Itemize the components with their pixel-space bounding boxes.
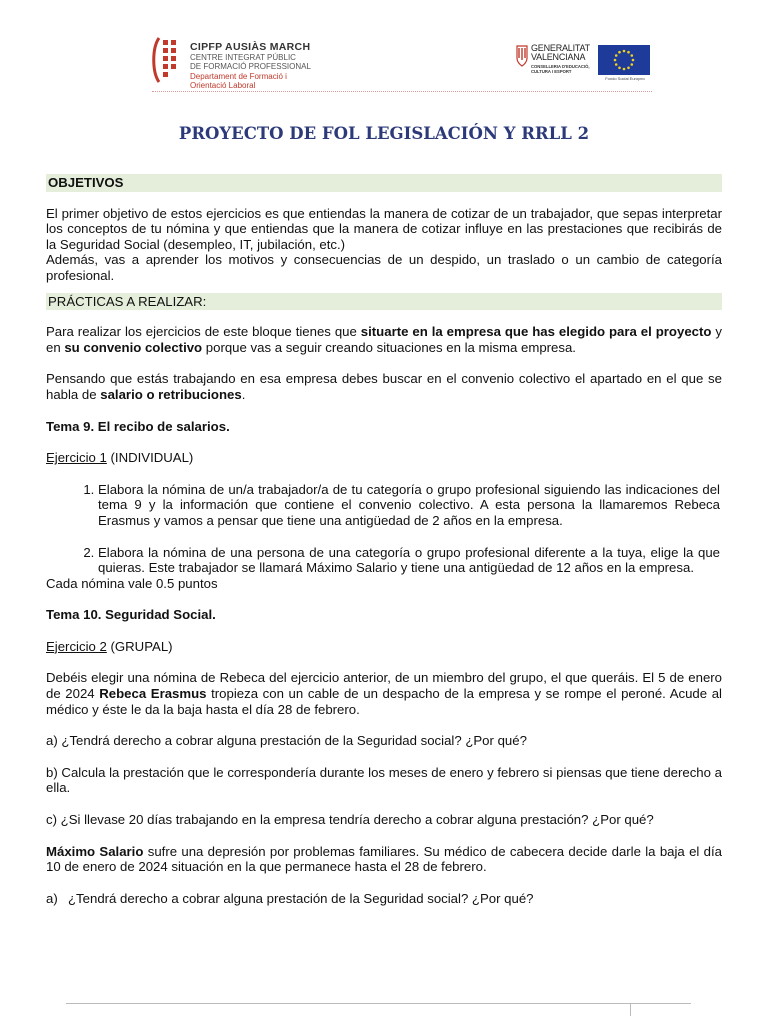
question-2a <box>46 891 722 907</box>
cipfp-line: DE FORMACIÓ PROFESSIONAL <box>190 62 311 71</box>
footer-divider <box>66 1003 630 1004</box>
tema10-paragraph <box>46 670 722 717</box>
question-label: a) <box>46 890 58 906</box>
text-run: tropieza con un cable de un despacho de la empresa y se rompe el peroné. Acude al médico y éste le da la baja hasta el día 28 de febrero. <box>46 686 722 717</box>
text-run: porque vas a seguir creando situaciones en la misma empresa. <box>202 339 576 355</box>
tema9-heading <box>46 419 722 435</box>
text-run-bold: Rebeca Erasmus <box>99 686 207 702</box>
text-run: (GRUPAL) <box>106 638 173 654</box>
text-run: y en <box>46 324 722 355</box>
text-run: (INDIVIDUAL) <box>106 450 194 466</box>
heading-text: Tema 10. Seguridad Social. <box>46 607 216 623</box>
cipfp-name: CIPFP AUSIÀS MARCH <box>190 41 311 53</box>
list-item: 2. Elabora la nómina de una persona de una categoría o grupo profesional diferente a la tuya, elige la que quieras. Este trabajador se llamará Máximo Salario y tiene una antigüedad de 12 años en la empresa. <box>98 545 722 576</box>
text-run: . <box>241 386 246 402</box>
list-item: 1. Elabora la nómina de un/a trabajador/a de tu categoría o grupo profesional siguiendo las indicaciones del tema 9 y la información que contiene el convenio colectivo. A esta persona la llamaremos Rebeca Erasmus y vamos a pensar que tiene una antigüedad de 2 años en la empresa. <box>98 482 722 529</box>
eu-logo <box>598 45 652 89</box>
footer-corner <box>630 1003 691 1016</box>
text-run: sufre una depresión por problemas familiares. Su médico de cabecera decide darle la baja el día 10 de enero de 2024 situación en la que permanece hasta el 28 de febrero. <box>46 843 723 875</box>
text-run: Debéis elegir una nómina de Rebeca del ejercicio anterior, de un miembro del grupo, el que queráis. El 5 de enero de 2024 <box>46 670 722 702</box>
conselleria-name <box>531 64 590 74</box>
question-b: b) Calcula la prestación que le correspondería durante los meses de enero y febrero si piensas que tiene derecho a ella. <box>46 764 722 796</box>
document-body <box>46 174 722 906</box>
generalitat-logo <box>515 42 595 88</box>
tema10-paragraph <box>46 844 722 875</box>
page-header <box>150 32 652 94</box>
generalitat-line: GENERALITAT <box>531 43 590 53</box>
text-run-bold: salario o retribuciones <box>100 386 242 402</box>
heading-text: Tema 9. El recibo de salarios. <box>46 418 230 434</box>
cipfp-logo-text <box>190 43 311 91</box>
text-run: Pensando que estás trabajando en esa empresa debes buscar en el convenio colectivo el apartado en el que se habla de <box>46 371 722 402</box>
ejercicio1-label <box>46 450 722 466</box>
text-run-bold: situarte en la empresa que has elegido para el proyecto <box>360 324 712 340</box>
generalitat-line: VALENCIANA <box>531 52 586 62</box>
generalitat-name <box>531 44 590 62</box>
ejercicio1-list <box>46 482 722 576</box>
nota-puntos: Cada nómina vale 0.5 puntos <box>46 575 218 591</box>
objetivos-paragraph: Además, vas a aprender los motivos y consecuencias de un despido, un traslado o un cambio de categoría profesional. <box>46 252 722 283</box>
conselleria-line: CONSELLERIA D'EDUCACIÓ, <box>531 64 590 69</box>
cipfp-logo-mark-icon <box>150 34 184 86</box>
document-title: PROYECTO DE FOL LEGISLACIÓN Y RRLL 2 <box>178 124 590 143</box>
conselleria-line: CULTURA I ESPORT <box>531 69 572 74</box>
cipfp-department: Orientació Laboral <box>190 81 256 90</box>
practicas-paragraph <box>46 371 722 402</box>
eu-caption: Fondo Social Europeo <box>605 76 645 81</box>
tema10-heading <box>46 607 722 623</box>
eu-flag-icon <box>598 45 650 75</box>
text-run-bold: Máximo Salario <box>46 843 144 859</box>
ejercicio1-link[interactable]: Ejercicio 1 <box>46 450 107 466</box>
question-a: a) ¿Tendrá derecho a cobrar alguna prestación de la Seguridad social? ¿Por qué? <box>46 733 527 749</box>
ejercicio2-label <box>46 639 722 655</box>
cipfp-logo <box>150 32 360 90</box>
text-run: Para realizar los ejercicios de este bloque tienes que <box>46 324 361 340</box>
ejercicio2-link[interactable]: Ejercicio 2 <box>46 638 107 654</box>
generalitat-crest-icon <box>515 44 529 68</box>
cipfp-department: Departament de Formació i <box>190 71 287 81</box>
question-c: c) ¿Si llevase 20 días trabajando en la empresa tendría derecho a cobrar alguna prestación? ¿Por qué? <box>46 812 654 828</box>
text-run-bold: su convenio colectivo <box>64 339 203 355</box>
cipfp-line: CENTRE INTEGRAT PÚBLIC <box>190 52 296 62</box>
practicas-paragraph <box>46 324 722 355</box>
header-divider <box>152 91 652 92</box>
eu-stars-icon <box>598 45 650 75</box>
question-text: ¿Tendrá derecho a cobrar alguna prestación de la Seguridad social? ¿Por qué? <box>68 890 534 906</box>
section-heading-objetivos: OBJETIVOS <box>46 174 722 192</box>
objetivos-paragraph: El primer objetivo de estos ejercicios es que entiendas la manera de cotizar de un trabajador, que sepas interpretar los conceptos de tu nómina y que entiendas que la manera de cotizar influye en las prestaciones que recibirás de la Seguridad Social (desempleo, IT, jubilación, etc.) <box>46 205 722 252</box>
section-heading-practicas: PRÁCTICAS A REALIZAR: <box>46 293 722 311</box>
